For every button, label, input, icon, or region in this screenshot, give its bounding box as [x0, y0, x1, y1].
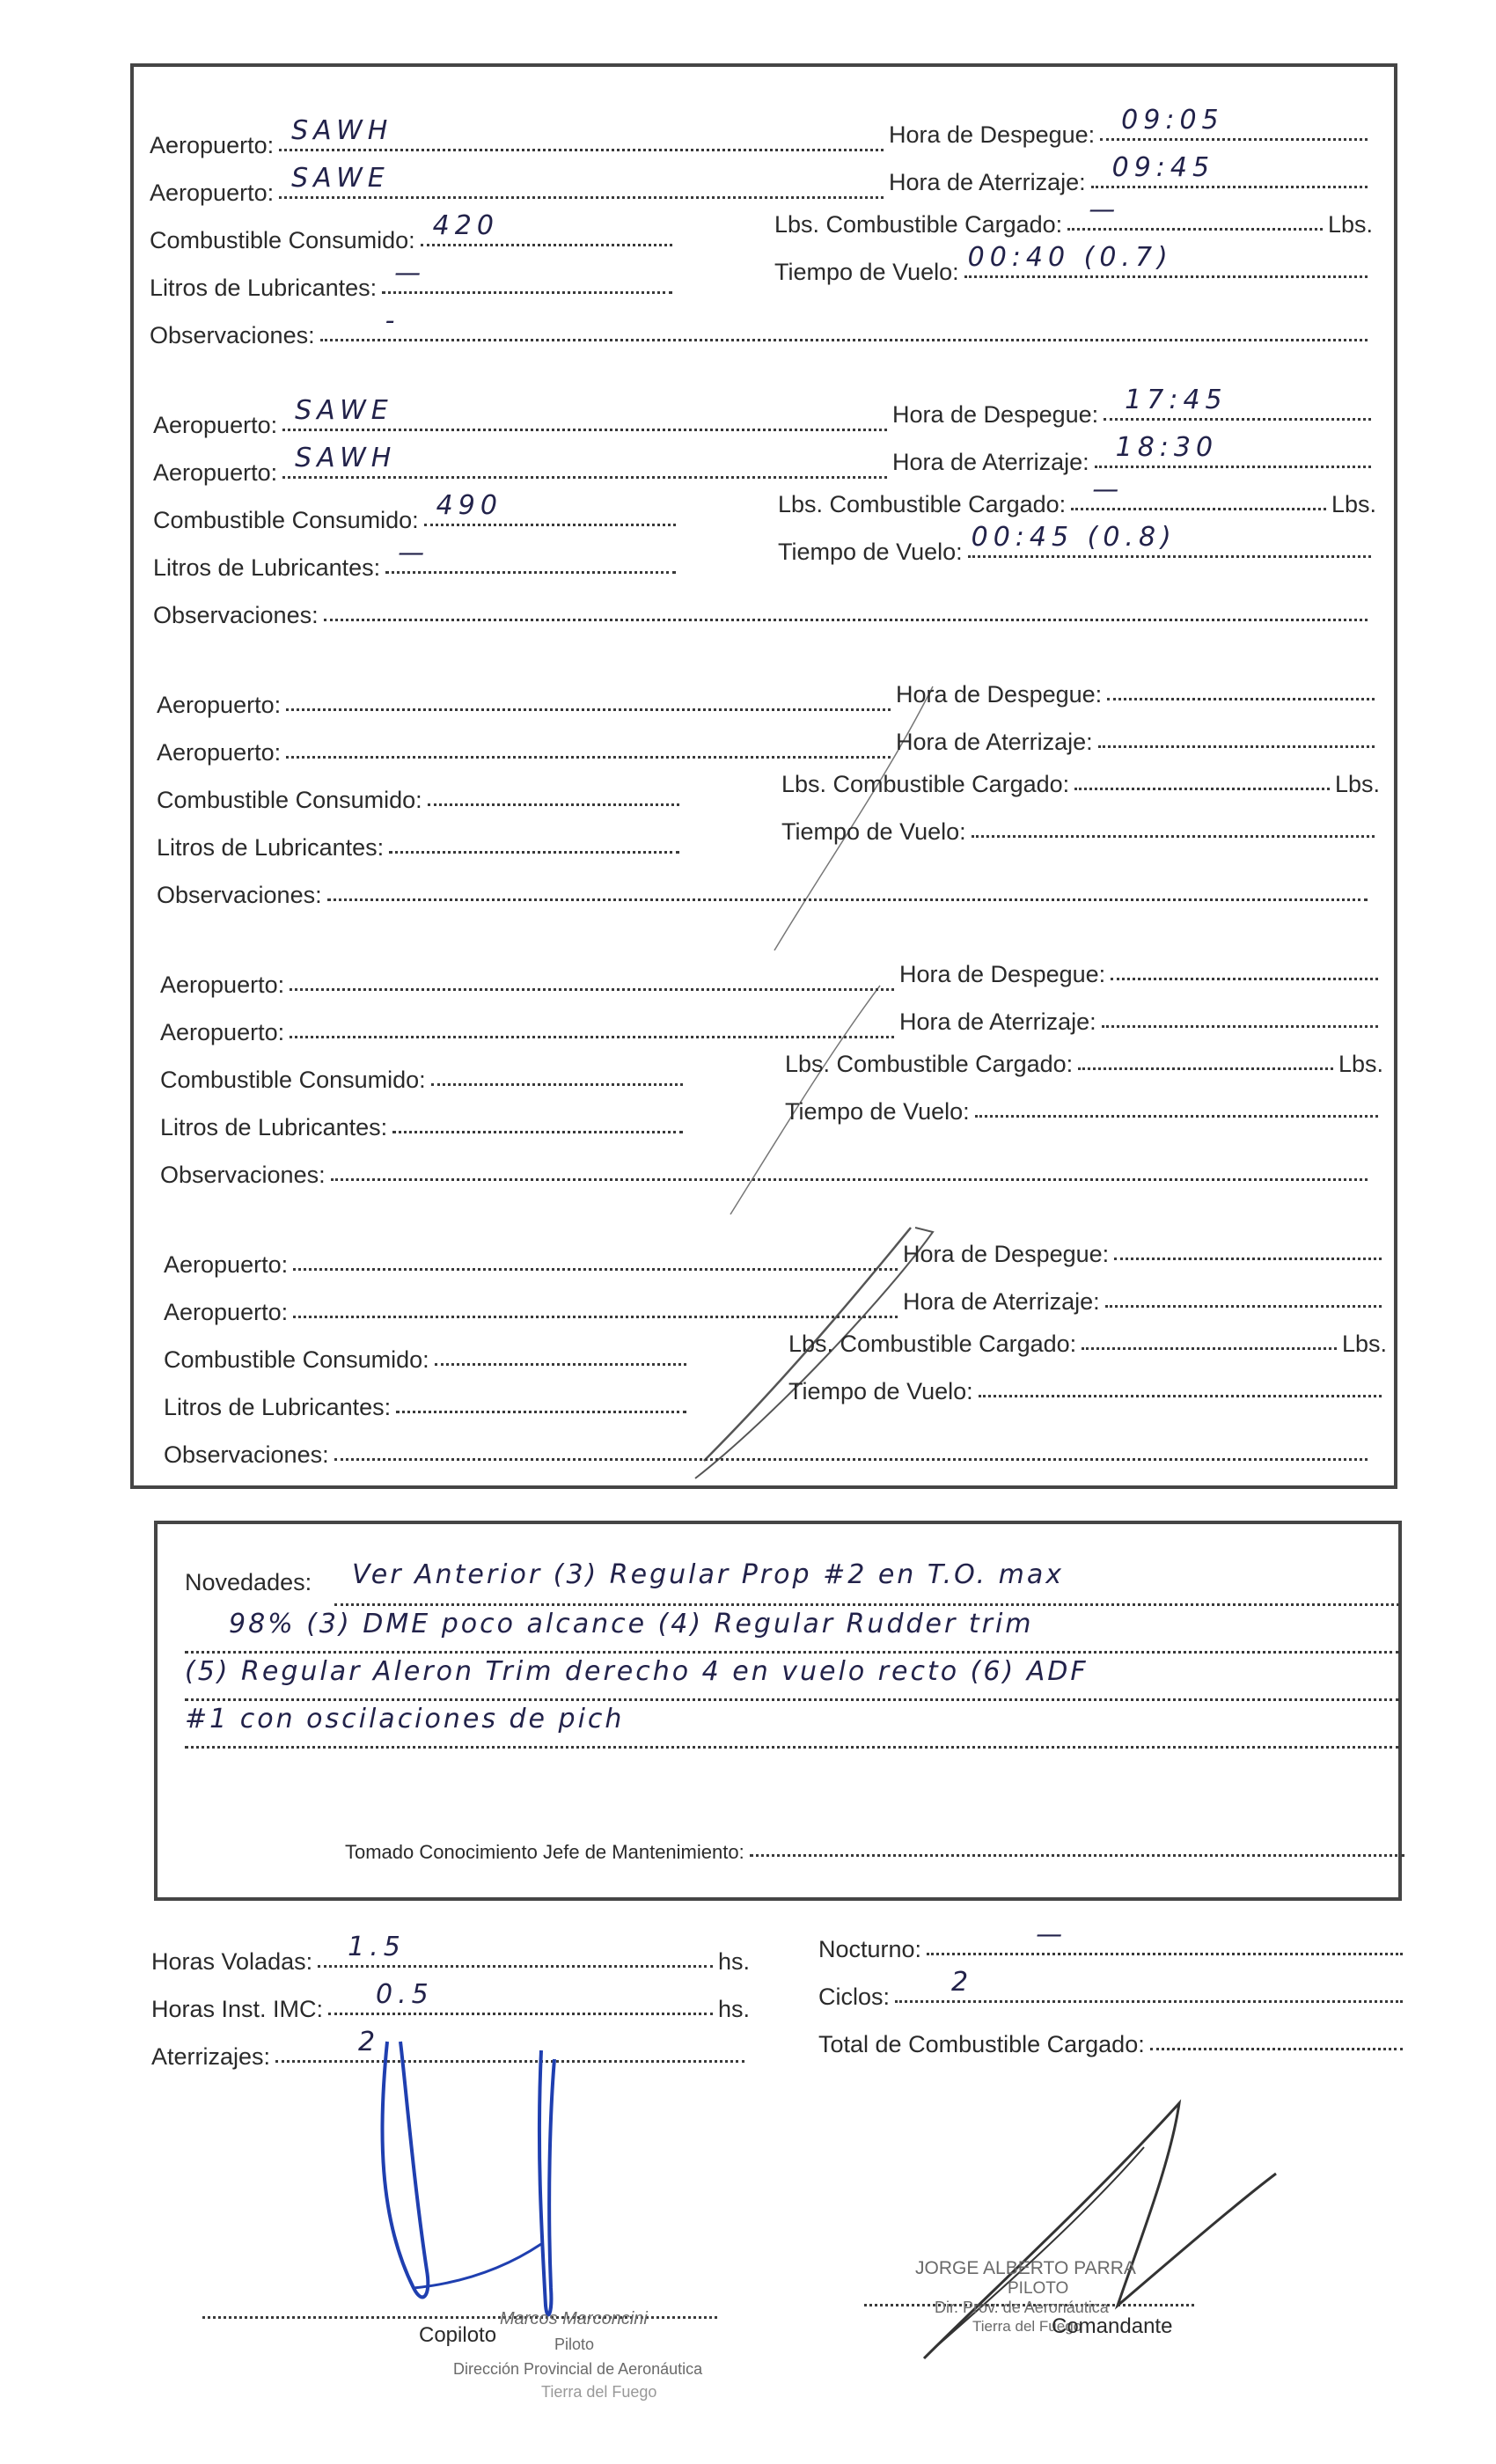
- hs-unit: hs.: [717, 1996, 750, 2022]
- dotted-line: [392, 1131, 683, 1133]
- field-label: Aeropuerto:: [164, 1251, 289, 1278]
- field-label: Aeropuerto:: [157, 692, 282, 718]
- field-label: Aeropuerto:: [153, 412, 278, 438]
- copiloto-signature: [352, 2024, 634, 2341]
- dotted-line: [396, 1411, 686, 1413]
- novedades-label-text: Novedades:: [185, 1569, 312, 1595]
- field-label: Aeropuerto:: [153, 459, 278, 486]
- leg-2-aeropuerto-field: [153, 395, 892, 439]
- dotted-line: [286, 708, 891, 711]
- leg-3-litros-lubricantes-field: [157, 834, 685, 862]
- dotted-line: [320, 339, 1368, 341]
- leg-3-aeropuerto-field: [157, 692, 896, 719]
- field-label: Tiempo de Vuelo:: [788, 1378, 973, 1404]
- horas-voladas-value: 1.5: [348, 1932, 406, 1962]
- dotted-line: [1107, 698, 1375, 700]
- field-label: Combustible Consumido:: [164, 1346, 429, 1373]
- ciclos-field: [818, 1967, 1408, 2011]
- leg-4-tiempo-vuelo-field: [785, 1098, 1383, 1126]
- field-label: Lbs. Combustible Cargado:: [781, 771, 1070, 797]
- leg-2-tiempo-vuelo-field: [778, 522, 1376, 566]
- field-label: Hora de Despegue:: [899, 961, 1106, 987]
- horas-voladas-label: Horas Voladas:: [151, 1948, 313, 1975]
- leg-1-aeropuerto-field: [150, 115, 889, 159]
- field-label: Hora de Despegue:: [896, 681, 1103, 708]
- leg-2-hora-aterrizaje-field: [892, 432, 1376, 476]
- dotted-line: [428, 803, 679, 806]
- dotted-line: [424, 524, 676, 526]
- dotted-line: [286, 756, 891, 759]
- leg-5-hora-despegue-field: [903, 1241, 1387, 1268]
- dotted-line: [324, 619, 1368, 621]
- dotted-line: [382, 291, 672, 294]
- leg-1-tiempo-vuelo-value: 00:40 (0.7): [967, 242, 1173, 273]
- field-label: Litros de Lubricantes:: [157, 834, 385, 861]
- leg-5-aeropuerto-field: [164, 1299, 903, 1326]
- nocturno-label: Nocturno:: [818, 1936, 922, 1962]
- field-label: Lbs. Combustible Cargado:: [774, 211, 1063, 238]
- field-label: Observaciones:: [153, 602, 319, 628]
- novedades-line-1: Ver Anterior (3) Regular Prop #2 en T.O. max: [352, 1559, 1064, 1590]
- leg-5-combustible-consumido-field: [164, 1346, 692, 1374]
- horas-inst-label: Horas Inst. IMC:: [151, 1996, 324, 2022]
- field-label: Hora de Aterrizaje:: [903, 1288, 1100, 1315]
- leg-4-hora-despegue-field: [899, 961, 1383, 988]
- field-label: Aeropuerto:: [150, 132, 275, 158]
- field-label: Lbs. Combustible Cargado:: [785, 1051, 1074, 1077]
- aterrizajes-label: Aterrizajes:: [151, 2043, 271, 2070]
- copiloto-stamp-name: Marcos Marconcini: [500, 2309, 648, 2328]
- leg-2-lbs-cargado-value: —: [1092, 474, 1125, 505]
- dotted-line: [279, 196, 884, 199]
- copiloto-stamp-org: Dirección Provincial de Aeronáutica: [453, 2360, 703, 2378]
- leg-4-combustible-consumido-field: [160, 1067, 688, 1094]
- field-label: Lbs. Combustible Cargado:: [788, 1331, 1077, 1357]
- field-label: Observaciones:: [150, 322, 315, 348]
- novedades-dotline: [334, 1603, 1399, 1606]
- dotted-line: [1105, 1305, 1382, 1308]
- dotted-line: [1095, 466, 1371, 468]
- leg-3-aeropuerto-field: [157, 739, 896, 766]
- field-label: Hora de Despegue:: [889, 121, 1096, 148]
- comandante-stamp-name: JORGE ALBERTO PARRA: [915, 2258, 1136, 2278]
- dotted-line: [331, 1178, 1368, 1181]
- field-label: Hora de Aterrizaje:: [896, 729, 1093, 755]
- total-combustible-label: Total de Combustible Cargado:: [818, 2031, 1145, 2057]
- leg-1-combustible-consumido-value: 420: [432, 210, 499, 241]
- dotted-line: [975, 1115, 1378, 1118]
- leg-4-observaciones-field: [160, 1162, 1373, 1189]
- leg-1-observaciones-value: -: [385, 305, 400, 336]
- horas-voladas-field: [151, 1932, 750, 1976]
- leg-1-observaciones-field: [150, 305, 1373, 349]
- leg-5-aeropuerto-field: [164, 1251, 903, 1279]
- dotted-line: [1074, 788, 1330, 790]
- novedades-dotline: [185, 1746, 1399, 1749]
- field-label: Hora de Aterrizaje:: [892, 449, 1089, 475]
- dotted-line: [431, 1083, 683, 1086]
- field-label: Tiempo de Vuelo:: [774, 259, 959, 285]
- comandante-role: Comandante: [1052, 2314, 1173, 2338]
- field-label: Tiempo de Vuelo:: [785, 1098, 970, 1125]
- dotted-line: [385, 571, 676, 574]
- field-label: Combustible Consumido:: [160, 1067, 426, 1093]
- dotted-line: [282, 476, 887, 479]
- field-label: Hora de Aterrizaje:: [889, 169, 1086, 195]
- dotted-line: [279, 149, 884, 151]
- novedades-dotline: [185, 1698, 1399, 1701]
- novedades-line-4: #1 con oscilaciones de pich: [185, 1704, 625, 1734]
- dotted-line: [979, 1395, 1382, 1397]
- leg-1-hora-despegue-field: [889, 105, 1373, 149]
- lbs-unit: Lbs.: [1341, 1331, 1387, 1357]
- horas-inst-field: [151, 1979, 750, 2023]
- leg-3-observaciones-field: [157, 882, 1373, 909]
- dotted-line: [1100, 138, 1368, 141]
- leg-1-hora-despegue-value: 09:05: [1121, 105, 1224, 136]
- dotted-line: [327, 898, 1368, 901]
- leg-2-hora-despegue-value: 17:45: [1125, 385, 1228, 415]
- dotted-line: [964, 275, 1368, 278]
- dotted-line: [290, 1036, 894, 1038]
- hs-unit: hs.: [717, 1948, 750, 1975]
- leg-5-observaciones-field: [164, 1441, 1373, 1469]
- field-label: Aeropuerto:: [150, 180, 275, 206]
- leg-1-hora-aterrizaje-field: [889, 152, 1373, 196]
- leg-3-combustible-consumido-field: [157, 787, 685, 814]
- copiloto-stamp-title: Piloto: [554, 2336, 595, 2353]
- field-label: Litros de Lubricantes:: [160, 1114, 388, 1140]
- field-label: Observaciones:: [160, 1162, 326, 1188]
- comandante-stamp-org2: Tierra del Fuego: [972, 2318, 1082, 2335]
- leg-1-tiempo-vuelo-field: [774, 242, 1373, 286]
- field-label: Hora de Despegue:: [892, 401, 1099, 428]
- dotted-line: [1078, 1067, 1333, 1070]
- field-label: Aeropuerto:: [157, 739, 282, 766]
- leg-1-litros-lubricantes-field: [150, 258, 678, 302]
- leg-2-litros-lubricantes-value: —: [398, 538, 430, 568]
- leg-5-hora-aterrizaje-field: [903, 1288, 1387, 1316]
- leg-1-hora-aterrizaje-value: 09:45: [1111, 152, 1215, 183]
- leg-1-aeropuerto-field: [150, 163, 889, 207]
- field-label: Aeropuerto:: [160, 972, 285, 998]
- leg-4-lbs-combustible-cargado-field: [785, 1051, 1383, 1078]
- leg-2-aeropuerto-salida-value: SAWE: [295, 395, 393, 426]
- field-label: Lbs. Combustible Cargado:: [778, 491, 1067, 517]
- nocturno-value: —: [1036, 1919, 1068, 1950]
- leg-2-tiempo-vuelo-value: 00:45 (0.8): [971, 522, 1177, 553]
- leg-4-aeropuerto-field: [160, 972, 899, 999]
- dotted-line: [1098, 745, 1375, 748]
- dotted-line: [293, 1268, 898, 1271]
- lbs-unit: Lbs.: [1338, 1051, 1383, 1077]
- dotted-line: [968, 555, 1371, 558]
- field-label: Observaciones:: [157, 882, 322, 908]
- dotted-line: [282, 429, 887, 431]
- tomado-conocimiento: [345, 1841, 1410, 1864]
- leg-2-litros-lubricantes-field: [153, 538, 681, 582]
- leg-4-litros-lubricantes-field: [160, 1114, 688, 1141]
- dotted-line: [1114, 1258, 1382, 1260]
- field-label: Combustible Consumido:: [153, 507, 419, 533]
- lbs-unit: Lbs.: [1331, 491, 1376, 517]
- dotted-line: [389, 851, 679, 854]
- dotted-line: [435, 1363, 686, 1366]
- leg-1-lbs-combustible-cargado-field: [774, 194, 1373, 238]
- copiloto-stamp-org2: Tierra del Fuego: [541, 2383, 657, 2401]
- tomado-dotline: [750, 1854, 1404, 1857]
- leg-2-combustible-consumido-field: [153, 490, 681, 534]
- leg-2-observaciones-field: [153, 602, 1373, 629]
- dotted-line: [290, 988, 894, 991]
- dotted-line: [1091, 186, 1368, 188]
- field-label: Aeropuerto:: [164, 1299, 289, 1325]
- dotted-line: [1102, 1025, 1378, 1028]
- dotted-line: [1071, 508, 1326, 510]
- field-label: Combustible Consumido:: [150, 227, 415, 253]
- leg-1-litros-lubricantes-value: —: [394, 258, 427, 289]
- total-combustible-field: [818, 2031, 1408, 2058]
- leg-4-aeropuerto-field: [160, 1019, 899, 1046]
- tomado-label: Tomado Conocimiento Jefe de Mantenimiento:: [345, 1841, 744, 1863]
- leg-1-combustible-consumido-field: [150, 210, 678, 254]
- leg-3-hora-despegue-field: [896, 681, 1380, 708]
- comandante-stamp-org: Dir. Prov. de Aeronáutica: [935, 2299, 1109, 2316]
- dotted-line: [421, 244, 672, 246]
- leg-2-hora-aterrizaje-value: 18:30: [1115, 432, 1219, 463]
- ciclos-label: Ciclos:: [818, 1984, 891, 2010]
- lbs-unit: Lbs.: [1334, 771, 1380, 797]
- leg-2-combustible-consumido-value: 490: [436, 490, 502, 521]
- lbs-unit: Lbs.: [1327, 211, 1373, 238]
- leg-5-litros-lubricantes-field: [164, 1394, 692, 1421]
- dotted-line: [1082, 1347, 1337, 1350]
- field-label: Tiempo de Vuelo:: [781, 818, 966, 845]
- leg-5-lbs-combustible-cargado-field: [788, 1331, 1387, 1358]
- field-label: Combustible Consumido:: [157, 787, 422, 813]
- field-label: Litros de Lubricantes:: [153, 554, 381, 581]
- novedades-line-2: 98% (3) DME poco alcance (4) Regular Rudder trim: [229, 1609, 1034, 1639]
- nocturno-field: [818, 1919, 1408, 1963]
- novedades-line-3: (5) Regular Aleron Trim derecho 4 en vuelo recto (6) ADF: [185, 1656, 1089, 1687]
- horas-inst-value: 0.5: [376, 1979, 434, 2010]
- leg-2-aeropuerto-field: [153, 443, 892, 487]
- field-label: Aeropuerto:: [160, 1019, 285, 1045]
- dotted-line: [1111, 978, 1378, 980]
- leg-4-hora-aterrizaje-field: [899, 1008, 1383, 1036]
- field-label: Litros de Lubricantes:: [164, 1394, 392, 1420]
- ciclos-value: 2: [951, 1967, 974, 1998]
- leg-2-hora-despegue-field: [892, 385, 1376, 429]
- dotted-line: [1067, 228, 1323, 231]
- leg-2-aeropuerto-llegada-value: SAWH: [295, 443, 397, 473]
- aterrizajes-value: 2: [358, 2027, 381, 2057]
- field-label: Hora de Aterrizaje:: [899, 1008, 1096, 1035]
- field-label: Observaciones:: [164, 1441, 329, 1468]
- comandante-stamp-title: PILOTO: [1008, 2279, 1069, 2298]
- field-label: Tiempo de Vuelo:: [778, 539, 963, 565]
- field-label: Hora de Despegue:: [903, 1241, 1110, 1267]
- leg-3-lbs-combustible-cargado-field: [781, 771, 1380, 798]
- leg-3-hora-aterrizaje-field: [896, 729, 1380, 756]
- dotted-line: [334, 1458, 1368, 1461]
- leg-5-tiempo-vuelo-field: [788, 1378, 1387, 1405]
- leg-1-lbs-cargado-value: —: [1089, 194, 1121, 225]
- leg-2-lbs-combustible-cargado-field: [778, 474, 1376, 518]
- dotted-line: [293, 1316, 898, 1318]
- leg-3-tiempo-vuelo-field: [781, 818, 1380, 846]
- field-label: Litros de Lubricantes:: [150, 275, 378, 301]
- leg-1-aeropuerto-salida-value: SAWH: [291, 115, 393, 146]
- copiloto-role: Copiloto: [419, 2323, 497, 2347]
- novedades-dotline: [185, 1651, 1399, 1654]
- dotted-line: [972, 835, 1375, 838]
- dotted-line: [1104, 418, 1371, 421]
- leg-1-aeropuerto-llegada-value: SAWE: [291, 163, 390, 194]
